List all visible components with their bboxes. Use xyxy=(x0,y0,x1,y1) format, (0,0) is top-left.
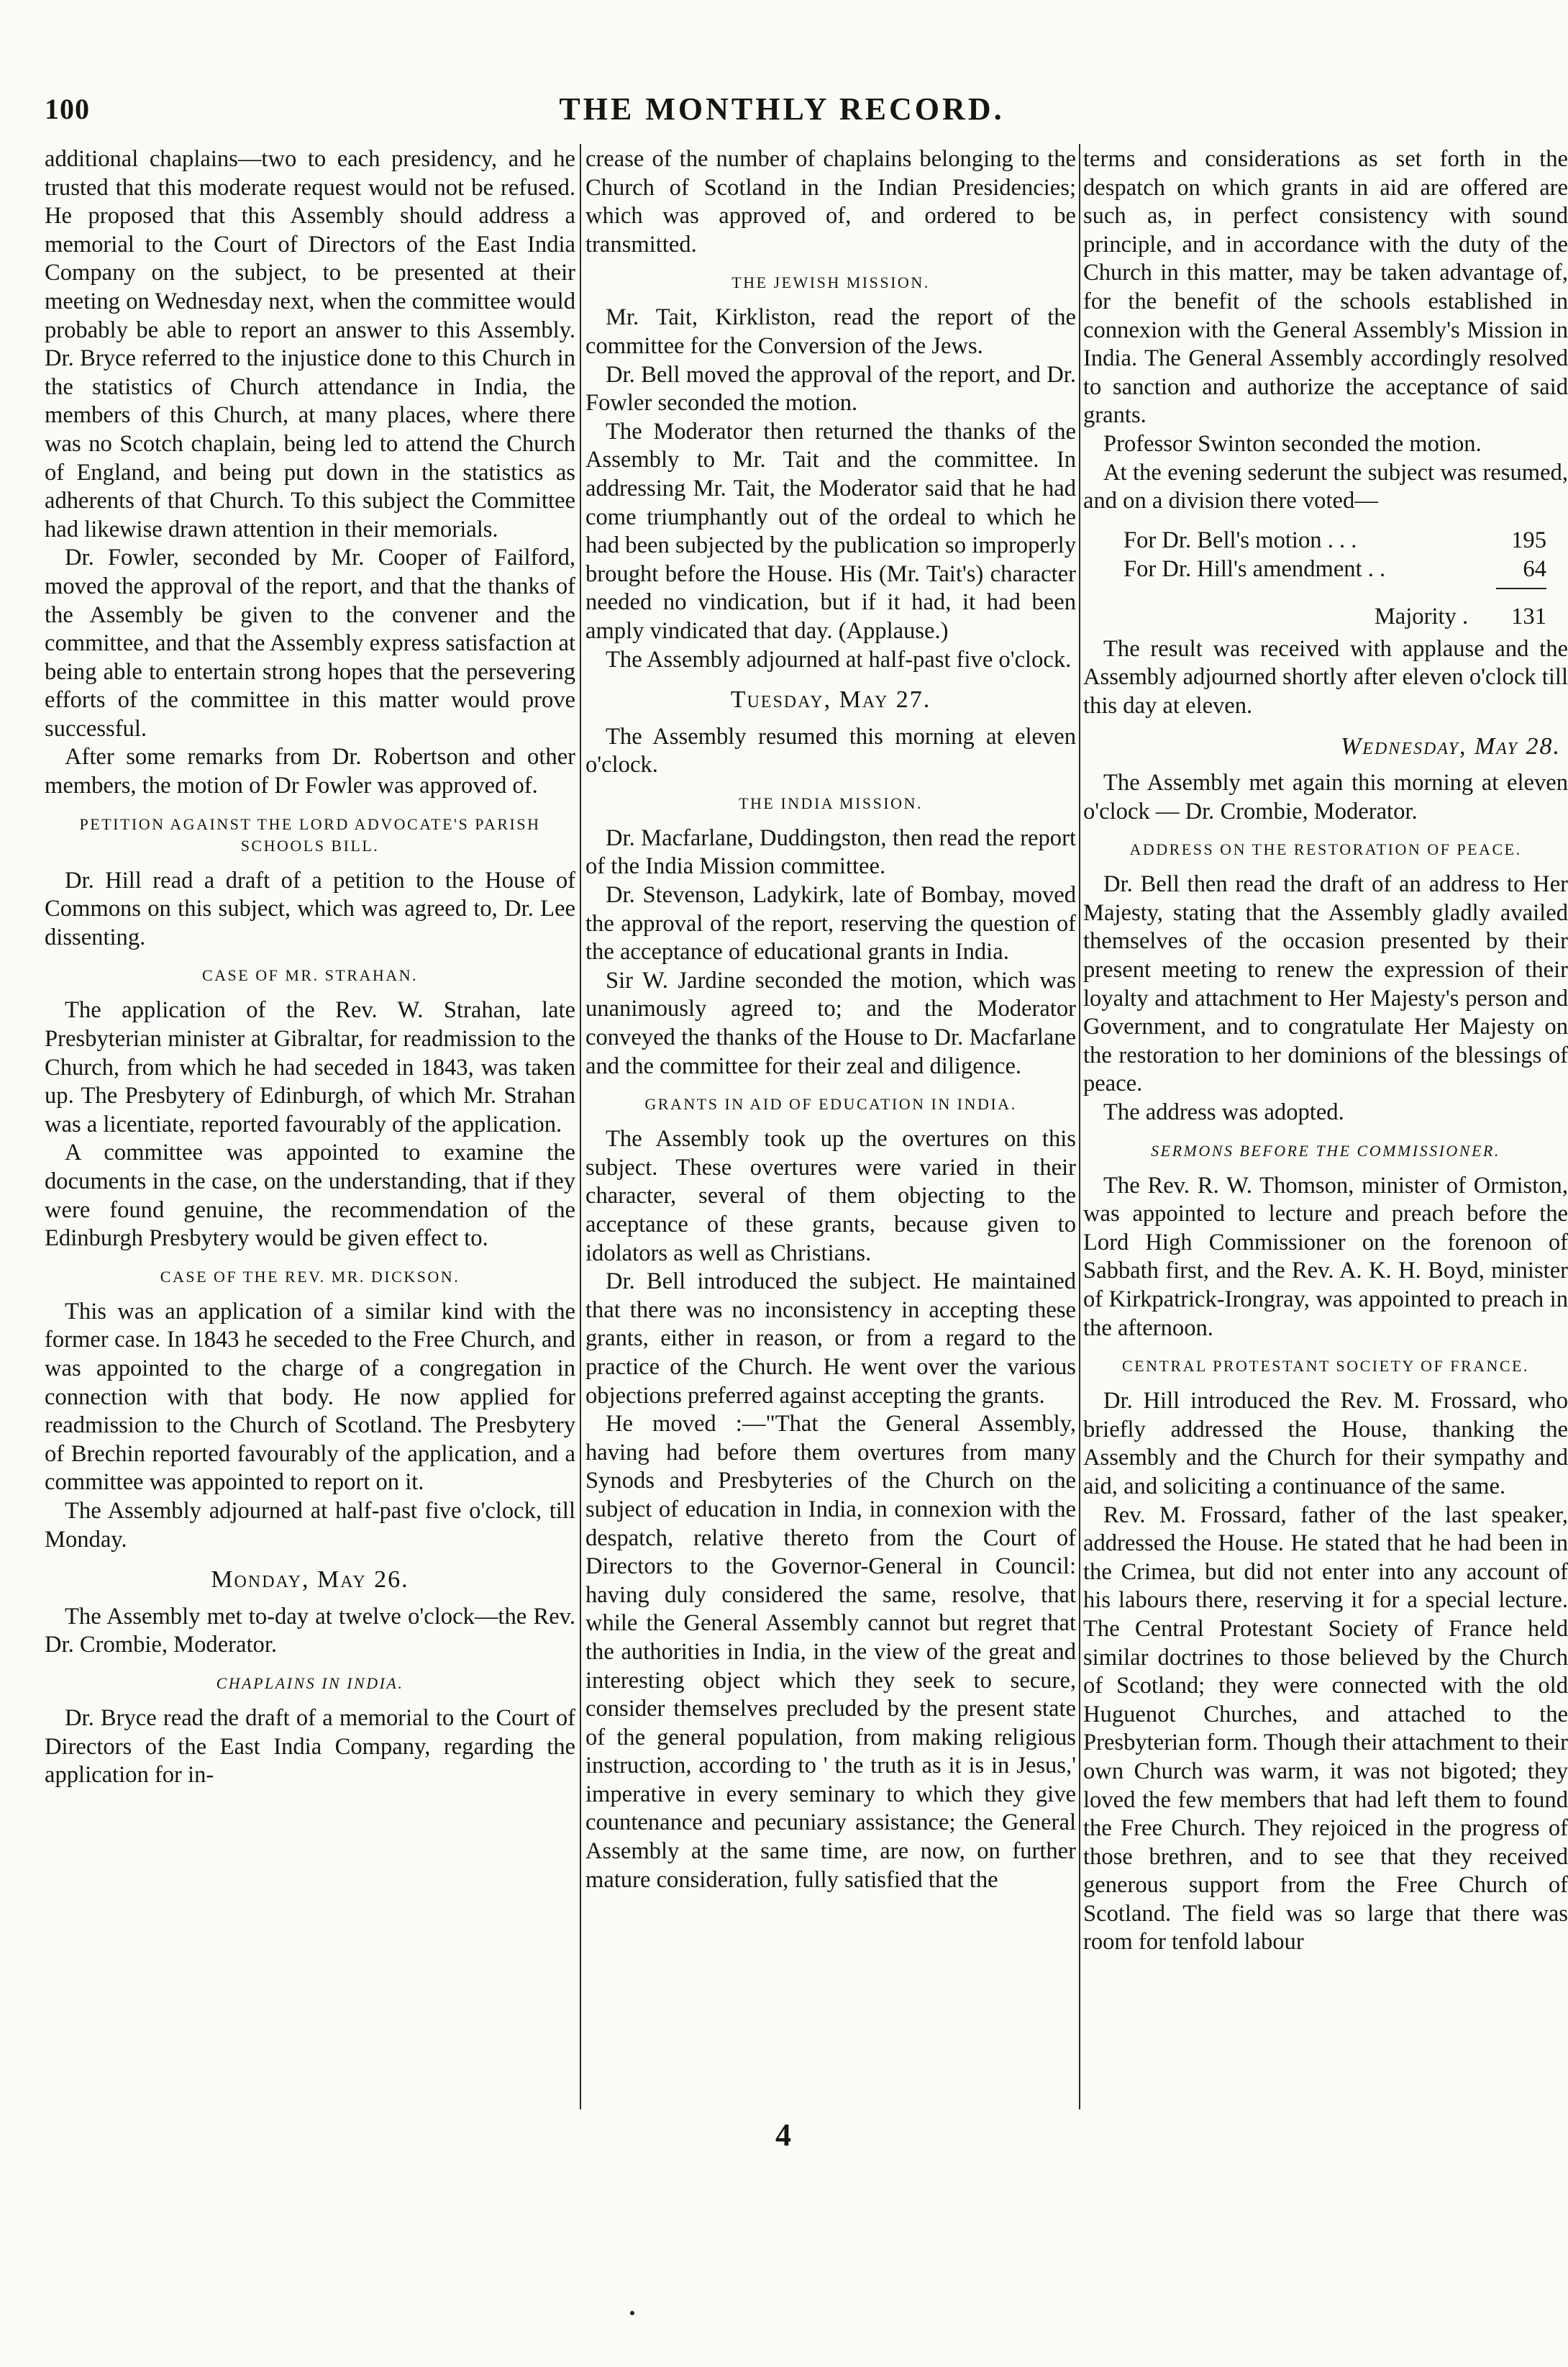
paragraph: The Rev. R. W. Thomson, minister of Ormiston, was appointed to lecture and preach before the Lord High Commissioner on the forenoon of Sabbath first, and the Rev. A. K. H. Boyd, minister of Kirkpatrick-Irongray, was appointed to preach in the afternoon. xyxy=(1083,1172,1568,1341)
section-heading: THE INDIA MISSION. xyxy=(739,794,923,812)
vote-row xyxy=(1083,555,1568,583)
paragraph: Rev. M. Frossard, father of the last speaker, addressed the House. He stated that he had been in the Crimea, but did not enter into any account of his labours there, reserving it for a special lecture. The Central Protestant Society of France held similar doctrines to those believed by the Church of Scotland; they were connected with the old Huguenot Churches, and attached to the Presbyterian form. Though their attachment to their own Church was warm, it was not bigoted; they loved the few members that had left them to found the Free Church. They rejoiced in the progress of those brethren, and to see that they received generous support from the Free Church of Scotland. The field was so large that there was room for tenfold labour xyxy=(1083,1501,1568,1955)
page-number: 100 xyxy=(45,93,90,125)
paragraph: The Assembly adjourned at half-past five o'clock. xyxy=(606,646,1072,673)
column-3 xyxy=(1083,145,1568,2109)
date-line: Tuesday, May 27. xyxy=(730,686,931,714)
date-line: Monday, May 26. xyxy=(211,1566,409,1594)
section-heading: ADDRESS ON THE RESTORATION OF PEACE. xyxy=(1129,840,1522,859)
paragraph: Dr. Bell then read the draft of an address to Her Majesty, stating that the Assembly gladly availed themselves of the occasion presented by their present meeting to renew the expression of their loyalty and attachment to Her Majesty's person and Government, and to congratulate Her Majesty on the restoration to her dominions of the blessings of peace. xyxy=(1083,871,1568,1097)
paragraph: Dr. Bell introduced the subject. He maintained that there was no inconsistency in accepting these grants, either in reason, or from a regard to the practice of the Church. He went over the various objections preferred against accepting the grants. xyxy=(585,1268,1076,1409)
section-heading: CASE OF THE REV. MR. DICKSON. xyxy=(160,1267,460,1286)
paragraph: The Assembly took up the overtures on this subject. These overtures were varied in their character, several of them objecting to the acceptance of these grants, because given to idolators as well as Christians. xyxy=(585,1126,1076,1266)
paragraph: This was an application of a similar kind with the former case. In 1843 he seceded to the Free Church, and was appointed to the charge of a congregation in connection with that body. He now applied for readmission to the Church of Scotland. The Presbytery of Brechin reported favourably of the application, and a committee was appointed to report on it. xyxy=(45,1298,575,1496)
paragraph: A committee was appointed to examine the documents in the case, on the understanding, that if they were found genuine, the recommendation of the Edinburgh Presbytery would be given effect to. xyxy=(45,1140,575,1252)
vote-row xyxy=(1083,526,1568,555)
section-heading: CASE OF MR. STRAHAN. xyxy=(202,966,418,985)
paragraph: The Assembly adjourned at half-past five o'clock, till Monday. xyxy=(45,1497,575,1553)
signature-mark: 4 xyxy=(775,2117,791,2153)
paragraph: The Assembly met again this morning at eleven o'clock — Dr. Crombie, Moderator. xyxy=(1083,770,1568,824)
paragraph: terms and considerations as set forth in the despatch on which grants in aid are offered are such as, in perfect consistency with sound principle, and in accordance with the duty of the Church in this matter, may be taken advantage of, for the benefit of the schools established in connexion with the General Assembly's Mission in India. The General Assembly accordingly resolved to sanction and authorize the acceptance of said grants. xyxy=(1083,146,1568,429)
section-heading: SERMONS BEFORE THE COMMISSIONER. xyxy=(1151,1141,1500,1160)
paragraph: crease of the number of chaplains belonging to the Church of Scotland in the Indian Presidencies; which was approved of, and ordered to be transmitted. xyxy=(585,146,1076,258)
section-heading: PETITION AGAINST THE LORD ADVOCATE'S PARISH SCHOOLS BILL. xyxy=(79,814,541,855)
paragraph: At the evening sederunt the subject was resumed, and on a division there voted— xyxy=(1083,459,1568,514)
section-heading: GRANTS IN AID OF EDUCATION IN INDIA. xyxy=(644,1095,1017,1114)
column-rule xyxy=(580,144,581,2109)
page-header xyxy=(45,88,1519,138)
paragraph: Dr. Macfarlane, Duddingston, then read the report of the India Mission committee. xyxy=(585,824,1076,880)
majority-count: 131 xyxy=(1511,603,1546,630)
paragraph: Dr. Bell moved the approval of the report, and Dr. Fowler seconded the motion. xyxy=(585,361,1076,417)
paragraph: The Assembly resumed this morning at eleven o'clock. xyxy=(585,723,1076,778)
paragraph: Dr. Bryce read the draft of a memorial to the Court of Directors of the East India Company, regarding the application for in- xyxy=(45,1704,575,1789)
paragraph: The Moderator then returned the thanks of the Assembly to Mr. Tait and the committee. In addressing Mr. Tait, the Moderator said that he had come triumphantly out of the ordeal to which he had been subjected by the publication so improperly brought before the House. His (Mr. Tait's) character needed no vindication, but if it had, it had been amply vindicated that day. (Applause.) xyxy=(585,418,1076,644)
paragraph: Dr. Stevenson, Ladykirk, late of Bombay, moved the approval of the report, reserving the question of the acceptance of educational grants in India. xyxy=(585,882,1076,966)
stray-dot xyxy=(630,2311,634,2315)
section-heading: CENTRAL PROTESTANT SOCIETY OF FRANCE. xyxy=(1121,1357,1529,1376)
paragraph: Dr. Hill introduced the Rev. M. Frossard, who briefly addressed the House, thanking the Assembly and the Church for their sympathy and aid, and soliciting a continuance of the same. xyxy=(1083,1388,1568,1499)
paragraph: The Assembly met to-day at twelve o'clock—the Rev. Dr. Crombie, Moderator. xyxy=(45,1603,575,1658)
sum-rule xyxy=(1496,588,1546,589)
running-title: THE MONTHLY RECORD. xyxy=(559,91,1005,127)
date-line: Wednesday, May 28. xyxy=(1340,732,1561,760)
paragraph: The address was adopted. xyxy=(1103,1099,1344,1126)
paragraph: After some remarks from Dr. Robertson and other members, the motion of Dr Fowler was approved of. xyxy=(45,744,575,799)
vote-count: 64 xyxy=(1523,555,1546,582)
column-2 xyxy=(585,145,1076,2109)
vote-label: For Dr. Hill's amendment . . xyxy=(1123,555,1386,582)
paragraph: Mr. Tait, Kirkliston, read the report of the committee for the Conversion of the Jews. xyxy=(585,304,1076,359)
paragraph: additional chaplains—two to each presidency, and he trusted that this moderate request would not be refused. He proposed that this Assembly should address a memorial to the Court of Directors of the East India Company on the subject, to be presented at their meeting on Wednesday next, when the committee would probably be able to report an answer to this Assembly. Dr. Bryce referred to the injustice done to this Church in the statistics of Church attendance in India, the members of this Church, at many places, where there was no Scotch chaplain, being led to attend the Church of England, and being put down in the statistics as adherents of that Church. To this subject the Committee had likewise drawn attention in their memorials. xyxy=(45,146,575,542)
column-1 xyxy=(45,145,575,2109)
paragraph: The application of the Rev. W. Strahan, late Presbyterian minister at Gibraltar, for readmission to the Church, from which he had seceded in 1843, was taken up. The Presbytery of Edinburgh, of which Mr. Strahan was a licentiate, reported favourably of the application. xyxy=(45,997,575,1137)
column-rule xyxy=(1079,144,1080,2109)
section-heading: CHAPLAINS IN INDIA. xyxy=(216,1673,404,1692)
paragraph: Dr. Fowler, seconded by Mr. Cooper of Failford, moved the approval of the report, and that the thanks of the Assembly be given to the convener and the committee, and that the Assembly express satisfaction at being able to entertain strong hopes that the persevering efforts of the committee in this matter would prove successful. xyxy=(45,545,575,742)
majority-row xyxy=(1083,602,1568,631)
paragraph: Dr. Hill read a draft of a petition to the House of Commons on this subject, which was agreed to, Dr. Lee dissenting. xyxy=(45,867,575,950)
paragraph: Sir W. Jardine seconded the motion, which was unanimously agreed to; and the Moderator conveyed the thanks of the House to Dr. Macfarlane and the committee for their zeal and diligence. xyxy=(585,967,1076,1079)
section-heading: THE JEWISH MISSION. xyxy=(731,273,930,292)
vote-count: 195 xyxy=(1511,527,1546,553)
majority-label: Majority . xyxy=(1374,603,1469,630)
paragraph: The result was received with applause and the Assembly adjourned shortly after eleven o'clock till this day at eleven. xyxy=(1083,635,1568,719)
paragraph: He moved :—"That the General Assembly, having had before them overtures from many Synods and Presbyteries of the Church on the subject of education in India, in connexion with the despatch, relative thereto from the Court of Directors to the Governor-General in Council: having duly considered the same, resolve, that while the General Assembly cannot but regret that the authorities in India, in the view of the great and interesting object which they seek to secure, consider themselves precluded by the present state of the general population, from making religious instruction, according to ' the truth as it is in Jesus,' imperative in every seminary to which they give countenance and pecuniary assistance; the General Assembly at the same time, are now, on further mature consideration, fully satisfied that the xyxy=(585,1411,1076,1893)
vote-label: For Dr. Bell's motion . . . xyxy=(1123,527,1357,553)
vote-table xyxy=(1083,526,1568,631)
paragraph: Professor Swinton seconded the motion. xyxy=(1103,430,1482,457)
